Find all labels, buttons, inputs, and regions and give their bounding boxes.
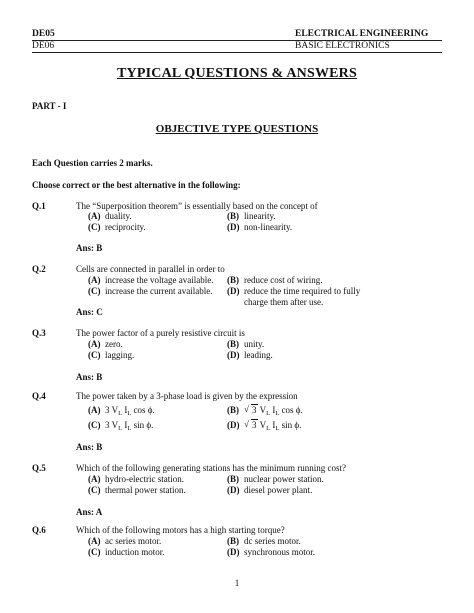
answer: Ans: B xyxy=(76,243,103,253)
option-c: (C) induction motor. xyxy=(88,547,165,557)
question-text: The power factor of a purely resistive circuit is xyxy=(76,328,245,338)
question-text: The “Superposition theorem” is essentially based on the concept of xyxy=(76,201,318,211)
square-root-icon: √ 3 xyxy=(244,404,257,415)
page-title: TYPICAL QUESTIONS & ANSWERS xyxy=(117,66,357,81)
section-title: OBJECTIVE TYPE QUESTIONS xyxy=(155,123,319,135)
option-d-continued: charge them after use. xyxy=(244,297,324,307)
question-text: The power taken by a 3-phase load is given by the expression xyxy=(76,391,298,401)
part-label: PART - I xyxy=(32,101,67,111)
option-c: (C) increase the current available. xyxy=(88,286,213,296)
subject-title: ELECTRICAL ENGINEERING xyxy=(295,29,429,39)
question-number: Q.5 xyxy=(32,463,46,473)
square-root-icon: √ 3 xyxy=(244,419,257,430)
option-d: (D) diesel power plant. xyxy=(227,485,313,495)
option-a: (A) duality. xyxy=(88,211,132,221)
question-number: Q.2 xyxy=(32,264,46,274)
choose-instruction: Choose correct or the best alternative in the following: xyxy=(32,180,241,190)
answer: Ans: B xyxy=(76,442,103,452)
option-b: (B) dc series motor. xyxy=(227,536,301,546)
option-d: (D) leading. xyxy=(227,350,273,360)
option-a: (A) zero. xyxy=(88,339,123,349)
option-a: (A) hydro-electric station. xyxy=(88,474,184,484)
course-code-2: DE06 xyxy=(32,41,55,51)
question-number: Q.4 xyxy=(32,391,46,401)
header-divider-top xyxy=(32,40,442,41)
option-b: (B) √ 3 $V_L$ $I_L$ cos ϕ. xyxy=(227,404,303,417)
option-a: (A) 3 $V_L$ $I_L$ cos ϕ. xyxy=(88,405,155,417)
answer: Ans: C xyxy=(76,307,103,317)
header-divider-bottom xyxy=(32,52,442,53)
option-b: (B) nuclear power station. xyxy=(227,474,324,484)
option-c: (C) thermal power station. xyxy=(88,485,186,495)
question-text: Which of the following generating stations has the minimum running cost? xyxy=(76,463,346,473)
answer: Ans: B xyxy=(76,372,103,382)
question-text: Cells are connected in parallel in order to xyxy=(76,264,225,274)
option-c: (C) reciprocity. xyxy=(88,222,146,232)
option-d: (D) √ 3 $V_L$ $I_L$ sin ϕ. xyxy=(227,419,302,432)
option-b: (B) linearity. xyxy=(227,211,276,221)
question-text: Which of the following motors has a high starting torque? xyxy=(76,525,285,535)
option-d: (D) reduce the time required to fully xyxy=(227,286,361,296)
option-a: (A) increase the voltage available. xyxy=(88,275,214,285)
option-c: (C) lagging. xyxy=(88,350,135,360)
question-number: Q.1 xyxy=(32,201,46,211)
answer: Ans: A xyxy=(76,507,103,517)
option-a: (A) ac series motor. xyxy=(88,536,162,546)
option-d: (D) synchronous motor. xyxy=(227,547,315,557)
option-b: (B) reduce cost of wiring. xyxy=(227,275,323,285)
course-code-1: DE05 xyxy=(32,29,55,39)
question-number: Q.3 xyxy=(32,328,46,338)
page-number: 1 xyxy=(234,578,240,588)
option-d: (D) non-linearity. xyxy=(227,222,293,232)
question-number: Q.6 xyxy=(32,525,46,535)
subsubject-title: BASIC ELECTRONICS xyxy=(295,41,390,51)
marks-instruction: Each Question carries 2 marks. xyxy=(32,158,153,168)
option-c: (C) 3 $V_L$ $I_L$ sin ϕ. xyxy=(88,420,154,432)
option-b: (B) unity. xyxy=(227,339,265,349)
